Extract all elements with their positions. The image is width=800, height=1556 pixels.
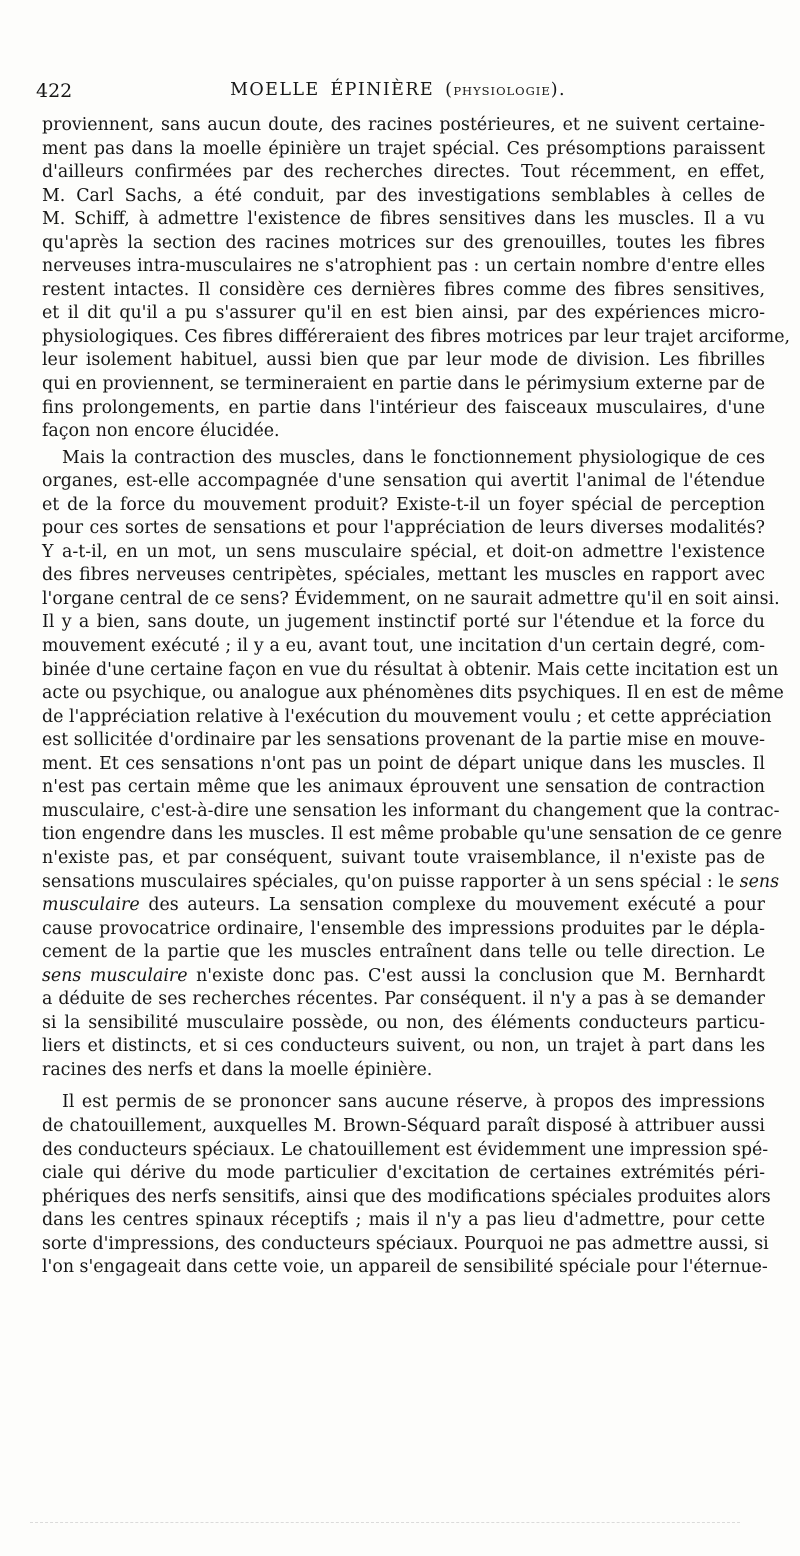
- text-line: phériques des nerfs sensitifs, ainsi que des modifications spéciales produites alors: [42, 1186, 771, 1207]
- paragraph-1: [42, 114, 791, 444]
- running-head-close: ).: [550, 80, 566, 100]
- bottom-scan-artifact: [30, 1522, 740, 1523]
- text-line: l'on s'engageait dans cette voie, un appareil de sensibilité spéciale pour l'éternue-: [42, 1257, 768, 1278]
- paragraph-3: [42, 1091, 771, 1279]
- text-line: M. Carl Sachs, a été conduit, par des investigations semblables à celles de: [42, 185, 765, 206]
- text-line: physiologiques. Ces fibres différeraient des fibres motrices par leur trajet arciforme,: [42, 326, 791, 347]
- text-line: des fibres nerveuses centripètes, spéciales, mettant les muscles en rapport avec: [42, 565, 765, 586]
- text-line: proviennent, sans aucun doute, des racines postérieures, et ne suivent certaine-: [42, 115, 765, 135]
- text-line: n'existe pas, et par conséquent, suivant toute vraisemblance, il n'existe pas de: [42, 847, 765, 868]
- text-line: de chatouillement, auxquelles M. Brown-Séquard paraît disposé à attribuer aussi: [42, 1115, 765, 1136]
- text-line: Il est permis de se prononcer sans aucune réserve, à propos des impressions: [62, 1092, 765, 1113]
- body-text: [42, 114, 791, 1280]
- text-line: et il dit qu'il a pu s'assurer qu'il en est bien ainsi, par des expériences micro-: [42, 303, 765, 324]
- text-run: sensations musculaires spéciales, qu'on puisse rapporter à un sens spécial : le: [42, 871, 735, 892]
- text-line: sorte d'impressions, des conducteurs spéciaux. Pourquoi ne pas admettre aussi, si: [42, 1233, 769, 1254]
- text-line: restent intactes. Il considère ces dernières fibres comme des fibres sensitives,: [42, 279, 765, 300]
- paragraph-2: [42, 447, 784, 1083]
- text-line: organes, est-elle accompagnée d'une sensation qui avertit l'animal de l'étendue: [42, 471, 765, 492]
- text-line: cement de la partie que les muscles entraînent dans telle ou telle direction. Le: [42, 942, 765, 963]
- italic-term: sens: [739, 871, 779, 892]
- text-line: liers et distincts, et si ces conducteurs suivent, ou non, un trajet à part dans les: [42, 1036, 765, 1057]
- text-line: pour ces sortes de sensations et pour l'appréciation de leurs diverses modalités?: [42, 518, 765, 539]
- page-number: 422: [36, 80, 73, 102]
- text-line: leur isolement habituel, aussi bien que par leur mode de division. Les fibrilles: [42, 350, 765, 371]
- text-line: si la sensibilité musculaire possède, ou non, des éléments conducteurs particu-: [42, 1012, 765, 1033]
- text-line: [42, 871, 779, 895]
- text-line: des conducteurs spéciaux. Le chatouillement est évidemment une impression spé-: [42, 1139, 769, 1160]
- running-head-subtitle: PHYSIOLOGIE: [453, 84, 551, 98]
- text-line: acte ou psychique, ou analogue aux phénomènes dits psychiques. Il en est de même: [42, 683, 784, 704]
- text-line: racines des nerfs et dans la moelle épinière.: [42, 1059, 433, 1080]
- text-run: des auteurs. La sensation complexe du mouvement exécuté a pour: [148, 895, 765, 916]
- text-line: qui en proviennent, se termineraient en partie dans le périmysium externe par de: [42, 374, 765, 395]
- text-line: Il y a bien, sans doute, un jugement instinctif porté sur l'étendue et la force du: [42, 612, 765, 633]
- text-line: l'organe central de ce sens? Évidemment, on ne saurait admettre qu'il en soit ainsi.: [42, 588, 780, 609]
- text-line: nerveuses intra-musculaires ne s'atrophient pas : un certain nombre d'entre elles: [42, 256, 765, 277]
- text-line: qu'après la section des racines motrices sur des grenouilles, toutes les fibres: [42, 232, 765, 253]
- text-line: fins prolongements, en partie dans l'intérieur des faisceaux musculaires, d'une: [42, 397, 765, 418]
- text-line: de l'appréciation relative à l'exécution du mouvement voulu ; et cette appréciation: [42, 706, 772, 727]
- text-line: ciale qui dérive du mode particulier d'excitation de certaines extrémités péri-: [42, 1163, 765, 1184]
- text-line: est sollicitée d'ordinaire par les sensations provenant de la partie mise en mouve-: [42, 730, 765, 751]
- page-header: [36, 80, 760, 112]
- text-line: musculaire, c'est-à-dire une sensation les informant du changement que la contrac-: [42, 800, 780, 821]
- running-head: [36, 80, 760, 100]
- text-line: binée d'une certaine façon en vue du résultat à obtenir. Mais cette incitation est un: [42, 659, 779, 680]
- text-line: Y a-t-il, en un mot, un sens musculaire spécial, et doit-on admettre l'existence: [42, 541, 765, 562]
- running-head-title: MOELLE ÉPINIÈRE (: [230, 80, 454, 100]
- text-line: dans les centres spinaux réceptifs ; mais il n'y a pas lieu d'admettre, pour cette: [42, 1210, 765, 1231]
- text-line: Mais la contraction des muscles, dans le fonctionnement physiologique de ces: [62, 447, 765, 468]
- text-line: et de la force du mouvement produit? Existe-t-il un foyer spécial de perception: [42, 494, 765, 515]
- text-line: façon non encore élucidée.: [42, 421, 280, 442]
- text-line: mouvement exécuté ; il y a eu, avant tout, une incitation d'un certain degré, com-: [42, 636, 765, 657]
- italic-term: musculaire: [42, 895, 140, 916]
- text-run: n'existe donc pas. C'est aussi la conclusion que M. Bernhardt: [196, 965, 765, 986]
- text-line: [42, 965, 765, 989]
- text-line: M. Schiff, à admettre l'existence de fibres sensitives dans les muscles. Il a vu: [42, 209, 765, 230]
- italic-term: sens musculaire: [42, 965, 188, 986]
- text-line: d'ailleurs confirmées par des recherches directes. Tout récemment, en effet,: [42, 162, 765, 183]
- text-line: n'est pas certain même que les animaux éprouvent une sensation de contraction: [42, 777, 765, 798]
- text-line: a déduite de ses recherches récentes. Par conséquent. il n'y a pas à se demander: [42, 989, 765, 1010]
- text-line: [42, 894, 765, 918]
- text-line: cause provocatrice ordinaire, l'ensemble des impressions produites par le dépla-: [42, 918, 765, 939]
- text-line: ment pas dans la moelle épinière un trajet spécial. Ces présomptions paraissent: [42, 138, 765, 159]
- text-line: ment. Et ces sensations n'ont pas un point de départ unique dans les muscles. Il: [42, 753, 765, 774]
- text-line: tion engendre dans les muscles. Il est même probable qu'une sensation de ce genre: [42, 824, 783, 845]
